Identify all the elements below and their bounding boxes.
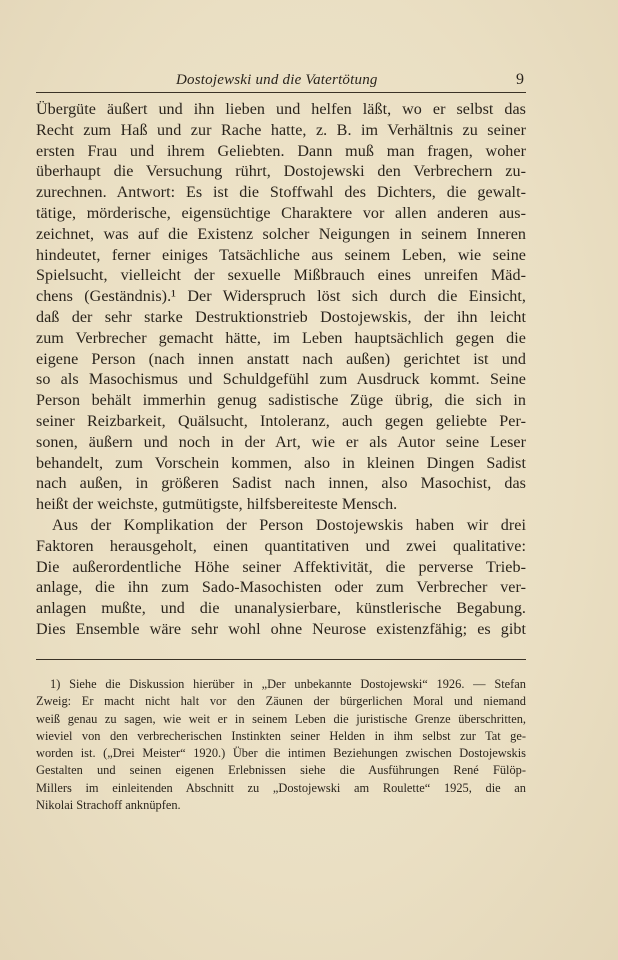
text-line: zurechnen. Antwort: Es ist die Stoffwahl des Dichters, die gewalt- [36,184,526,202]
text-line: eigene Person (nach innen anstatt nach außen) gerichtet ist und [36,350,526,368]
text-line: anlage, die ihn zum Sado-Masochisten oder zum Verbrecher ver- [36,579,526,597]
text-line: anlagen mußte, und die unanalysierbare, künstlerische Begabung. [36,600,526,618]
text-line: Dies Ensemble wäre sehr wohl ohne Neurose existenzfähig; es gibt [36,620,526,638]
footnote-line: 1) Siehe die Diskussion hierüber in „Der unbekannte Dostojewski“ 1926. — Stefan [50,677,526,691]
text-line: so als Masochismus und Schuldgefühl zum Ausdruck kommt. Seine [36,371,526,389]
text-line: behandelt, zum Vorschein kommen, also in kleinen Dingen Sadist [36,454,526,472]
footnote-line: wieviel von den verbrecherischen Instinkten seiner Helden in ihm selbst zur Tat ge- [36,728,526,743]
text-line: zum Verbrecher gemacht hätte, im Leben hauptsächlich gegen die [36,329,526,347]
footnote-line: Zweig: Er macht nicht halt vor den Zäunen der bürgerlichen Moral und niemand [36,694,526,709]
text-line: chens (Geständnis).¹ Der Widerspruch löst sich durch die Einsicht, [36,288,526,306]
text-line: Recht zum Haß und zur Rache hatte, z. B. im Verhältnis zu seiner [36,121,526,139]
text-line: Faktoren herausgeholt, einen quantitativen und zwei qualitative: [36,537,526,555]
footnote-line: Millers im einleitenden Abschnitt zu „Dostojewski am Roulette“ 1925, die an [36,780,526,795]
footnote [36,676,526,814]
footnote-divider [36,659,526,660]
text-line: tätige, mörderische, eigensüchtige Charaktere vor allen anderen aus- [36,204,526,222]
footnote-line: Nikolai Strachoff anknüpfen. [36,798,181,813]
running-head: Dostojewski und die Vatertötung [176,72,378,88]
text-line: heißt der weichste, gutmütigste, hilfsbereiteste Mensch. [36,496,398,514]
footnote-line: Gestalten und seinen eigenen Erlebnissen siehe die Ausführungen René Fülöp- [36,763,526,778]
text-line: hindeutet, ferner einiges Tatsächliche aus seinem Leben, wie seine [36,246,526,264]
text-line: zeichnet, was auf die Existenz solcher Neigungen in seinem Inneren [36,225,526,243]
page-number: 9 [516,71,524,88]
text-line: nach außen, in größeren Sadist nach innen, also Masochist, das [36,475,526,493]
text-line: Übergüte äußert und ihn lieben und helfen läßt, wo er selbst das [36,101,526,118]
footnote-line: weiß genau zu sagen, wie weit er in seinem Leben die juristische Grenze überschritten, [36,711,526,726]
text-line: ersten Frau und ihrem Geliebten. Dann muß man fragen, woher [36,142,526,160]
footnote-line: worden ist. („Drei Meister“ 1920.) Über die intimen Beziehungen zwischen Dostojewskis [36,746,526,761]
text-line: seiner Reizbarkeit, Quälsucht, Intoleranz, auch gegen geliebte Per- [36,412,526,430]
text-line: daß der sehr starke Destruktionstrieb Dostojewskis, der ihn leicht [36,308,526,326]
text-line: sonen, äußern und noch in der Art, wie er als Autor seine Leser [36,433,526,451]
text-line: überhaupt die Versuchung rührt, Dostojewski den Verbrechern zu- [36,163,526,181]
text-line: Aus der Komplikation der Person Dostojewskis haben wir drei [52,516,526,534]
text-line: Person behält immerhin genug sadistische Züge übrig, die sich in [36,392,526,410]
text-line: Spielsucht, vielleicht der sexuelle Mißbrauch eines unreifen Mäd- [36,267,526,285]
body-text [36,100,526,641]
text-line: Die außerordentliche Höhe seiner Affektivität, die perverse Trieb- [36,558,526,576]
page-header [36,70,526,93]
